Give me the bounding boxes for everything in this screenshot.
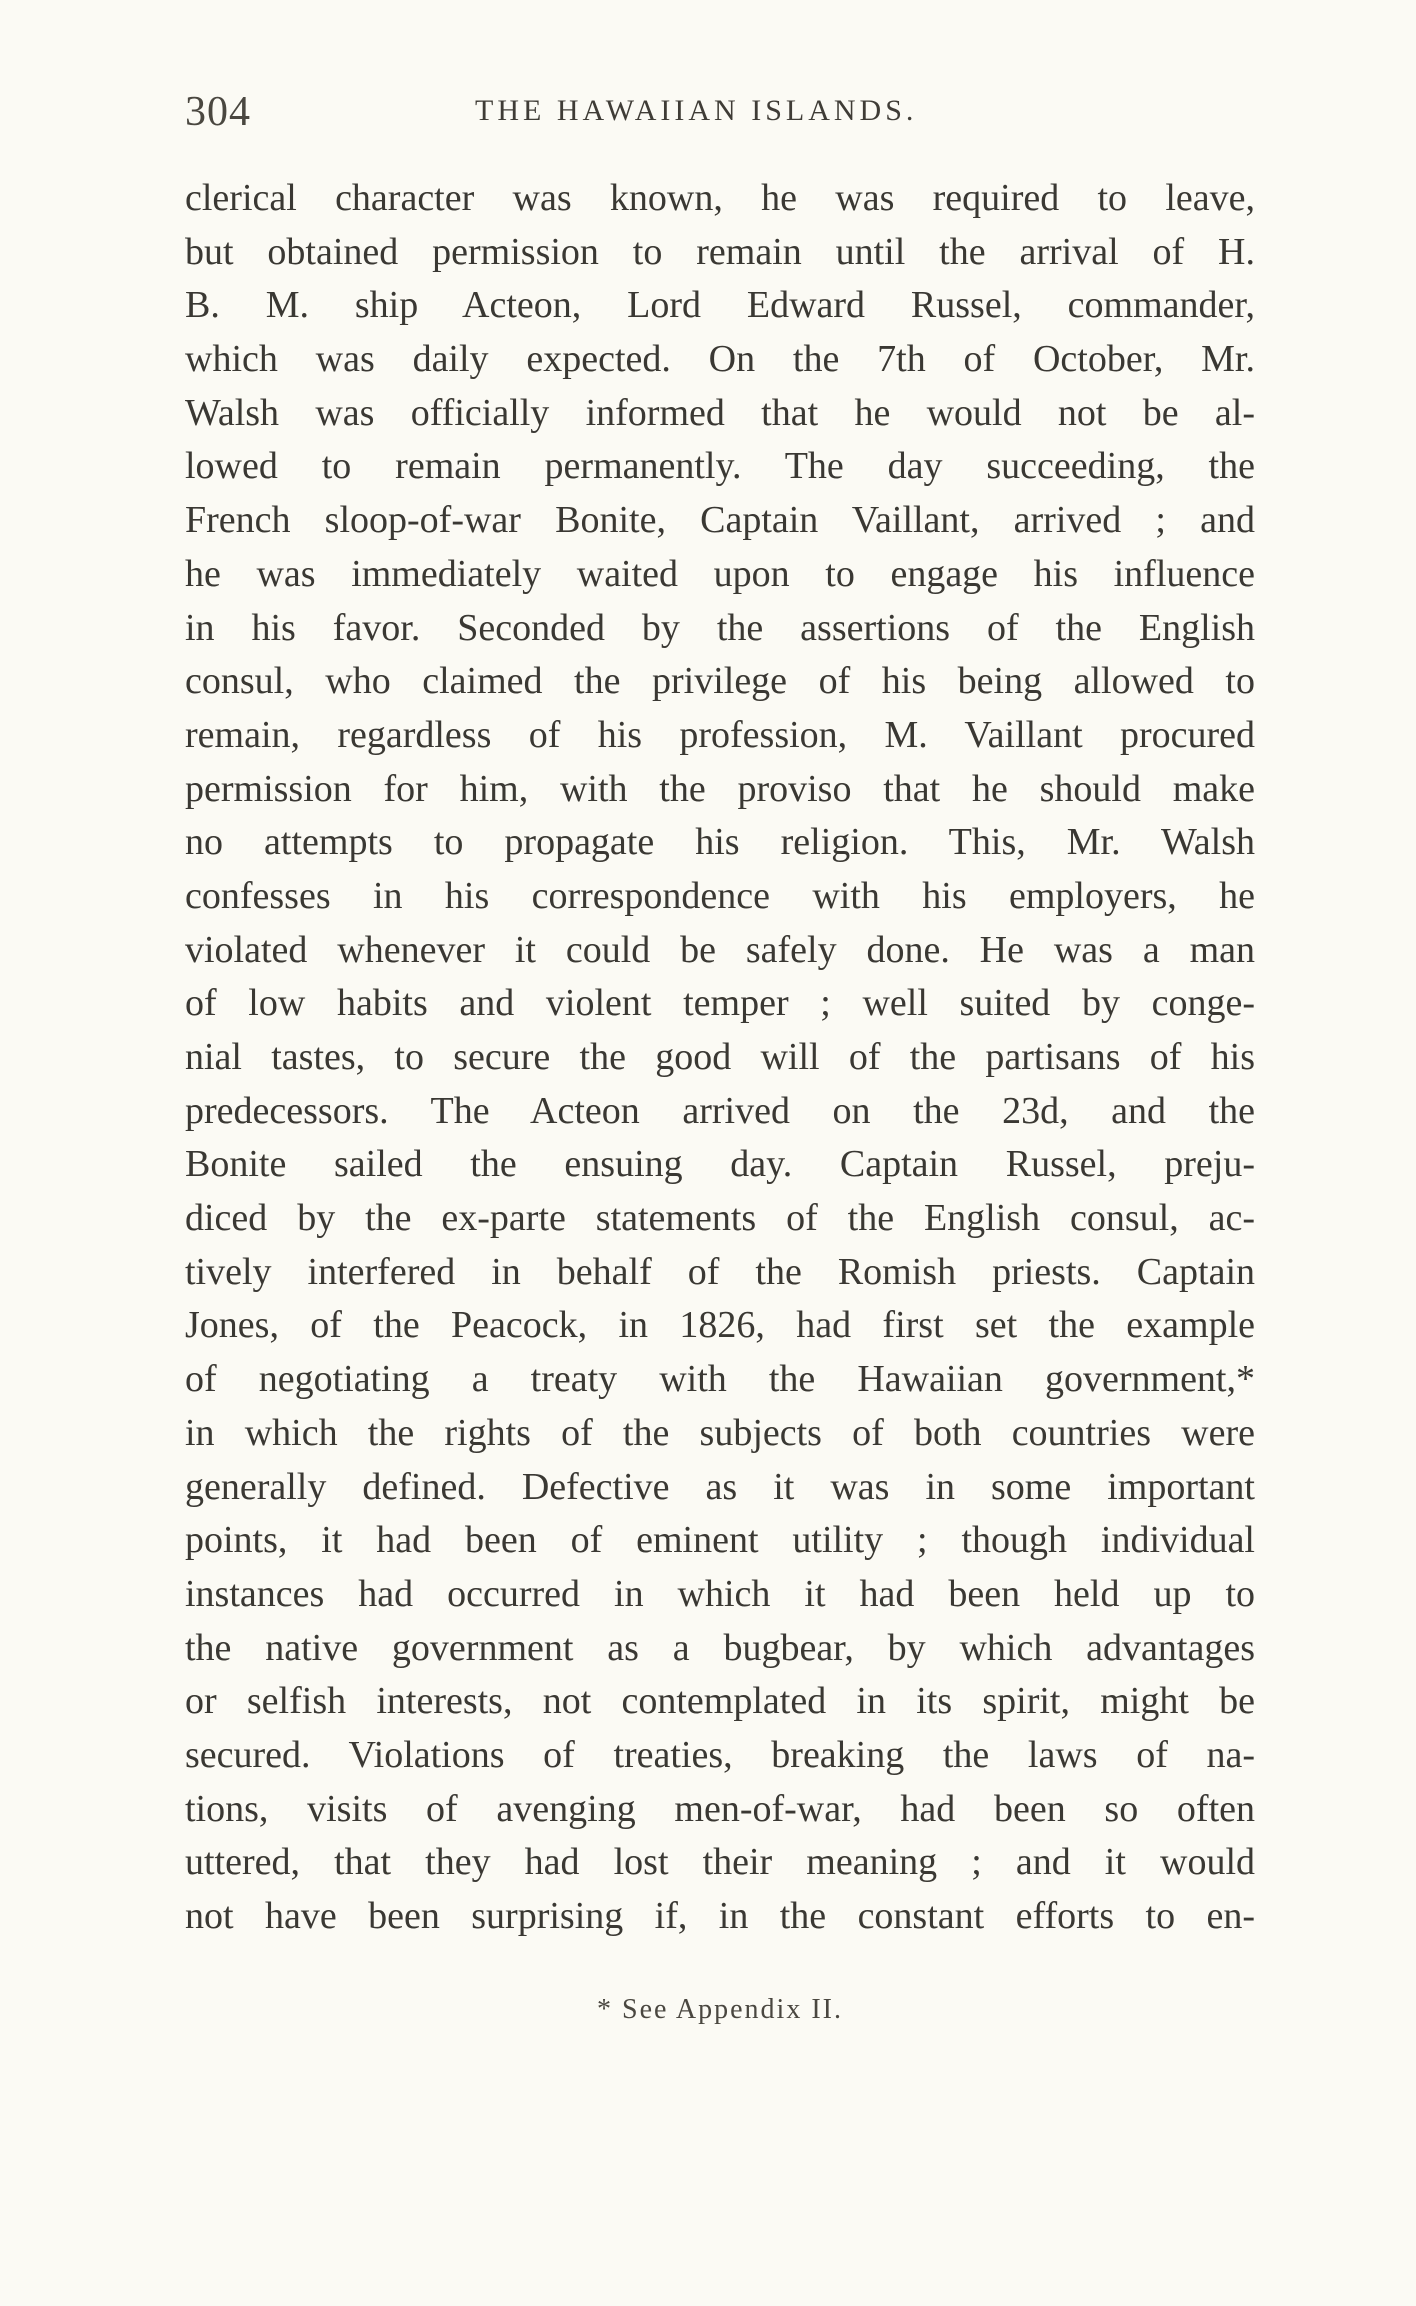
text-line: in his favor. Seconded by the assertions of the English — [185, 606, 1255, 649]
body-text — [185, 172, 1255, 1944]
text-line: remain, regardless of his profession, M. Vaillant procured — [185, 713, 1255, 756]
text-line: points, it had been of eminent utility ; though individual — [185, 1519, 1255, 1562]
text-line: uttered, that they had lost their meaning ; and it would — [185, 1841, 1255, 1884]
text-line: Jones, of the Peacock, in 1826, had first set the example — [185, 1304, 1255, 1347]
text-line: nial tastes, to secure the good will of the partisans of his — [185, 1036, 1255, 1078]
text-line: tively interfered in behalf of the Romish priests. Captain — [185, 1250, 1255, 1293]
text-line: clerical character was known, he was required to leave, — [185, 177, 1255, 219]
text-line: he was immediately waited upon to engage his influence — [185, 552, 1255, 595]
text-line: secured. Violations of treaties, breaking the laws of na- — [185, 1733, 1255, 1776]
text-line: B. M. ship Acteon, Lord Edward Russel, commander, — [185, 284, 1255, 327]
text-line: no attempts to propagate his religion. This, Mr. Walsh — [185, 821, 1255, 864]
text-line: tions, visits of avenging men-of-war, had been so often — [185, 1787, 1255, 1830]
text-line: French sloop-of-war Bonite, Captain Vaillant, arrived ; and — [185, 499, 1255, 542]
text-line: or selfish interests, not contemplated in its spirit, might be — [185, 1680, 1255, 1723]
text-line: predecessors. The Acteon arrived on the 23d, and the — [185, 1089, 1255, 1132]
page-number: 304 — [185, 89, 251, 135]
text-line: Bonite sailed the ensuing day. Captain Russel, preju- — [185, 1143, 1255, 1186]
text-line: lowed to remain permanently. The day succeeding, the — [185, 445, 1255, 488]
text-line: the native government as a bugbear, by which advantages — [185, 1626, 1255, 1669]
text-line: but obtained permission to remain until the arrival of H. — [185, 230, 1255, 273]
running-head: THE HAWAIIAN ISLANDS. — [475, 94, 918, 127]
text-line: violated whenever it could be safely done. He was a man — [185, 928, 1255, 971]
text-line: not have been surprising if, in the constant efforts to en- — [185, 1895, 1255, 1937]
text-line: instances had occurred in which it had been held up to — [185, 1572, 1255, 1615]
page-header — [185, 88, 1255, 148]
text-line: of low habits and violent temper ; well suited by conge- — [185, 982, 1255, 1025]
text-line: consul, who claimed the privilege of his being allowed to — [185, 660, 1255, 703]
text-line: permission for him, with the proviso that he should make — [185, 767, 1255, 810]
text-line: in which the rights of the subjects of both countries were — [185, 1411, 1255, 1454]
text-line: which was daily expected. On the 7th of October, Mr. — [185, 338, 1255, 381]
text-line: confesses in his correspondence with his employers, he — [185, 874, 1255, 917]
text-line: Walsh was officially informed that he would not be al- — [185, 391, 1255, 434]
footnote: * See Appendix II. — [597, 1994, 843, 2025]
text-line: generally defined. Defective as it was in some important — [185, 1465, 1255, 1508]
text-line: diced by the ex-parte statements of the English consul, ac- — [185, 1197, 1255, 1240]
text-line: of negotiating a treaty with the Hawaiian government,* — [185, 1358, 1255, 1401]
